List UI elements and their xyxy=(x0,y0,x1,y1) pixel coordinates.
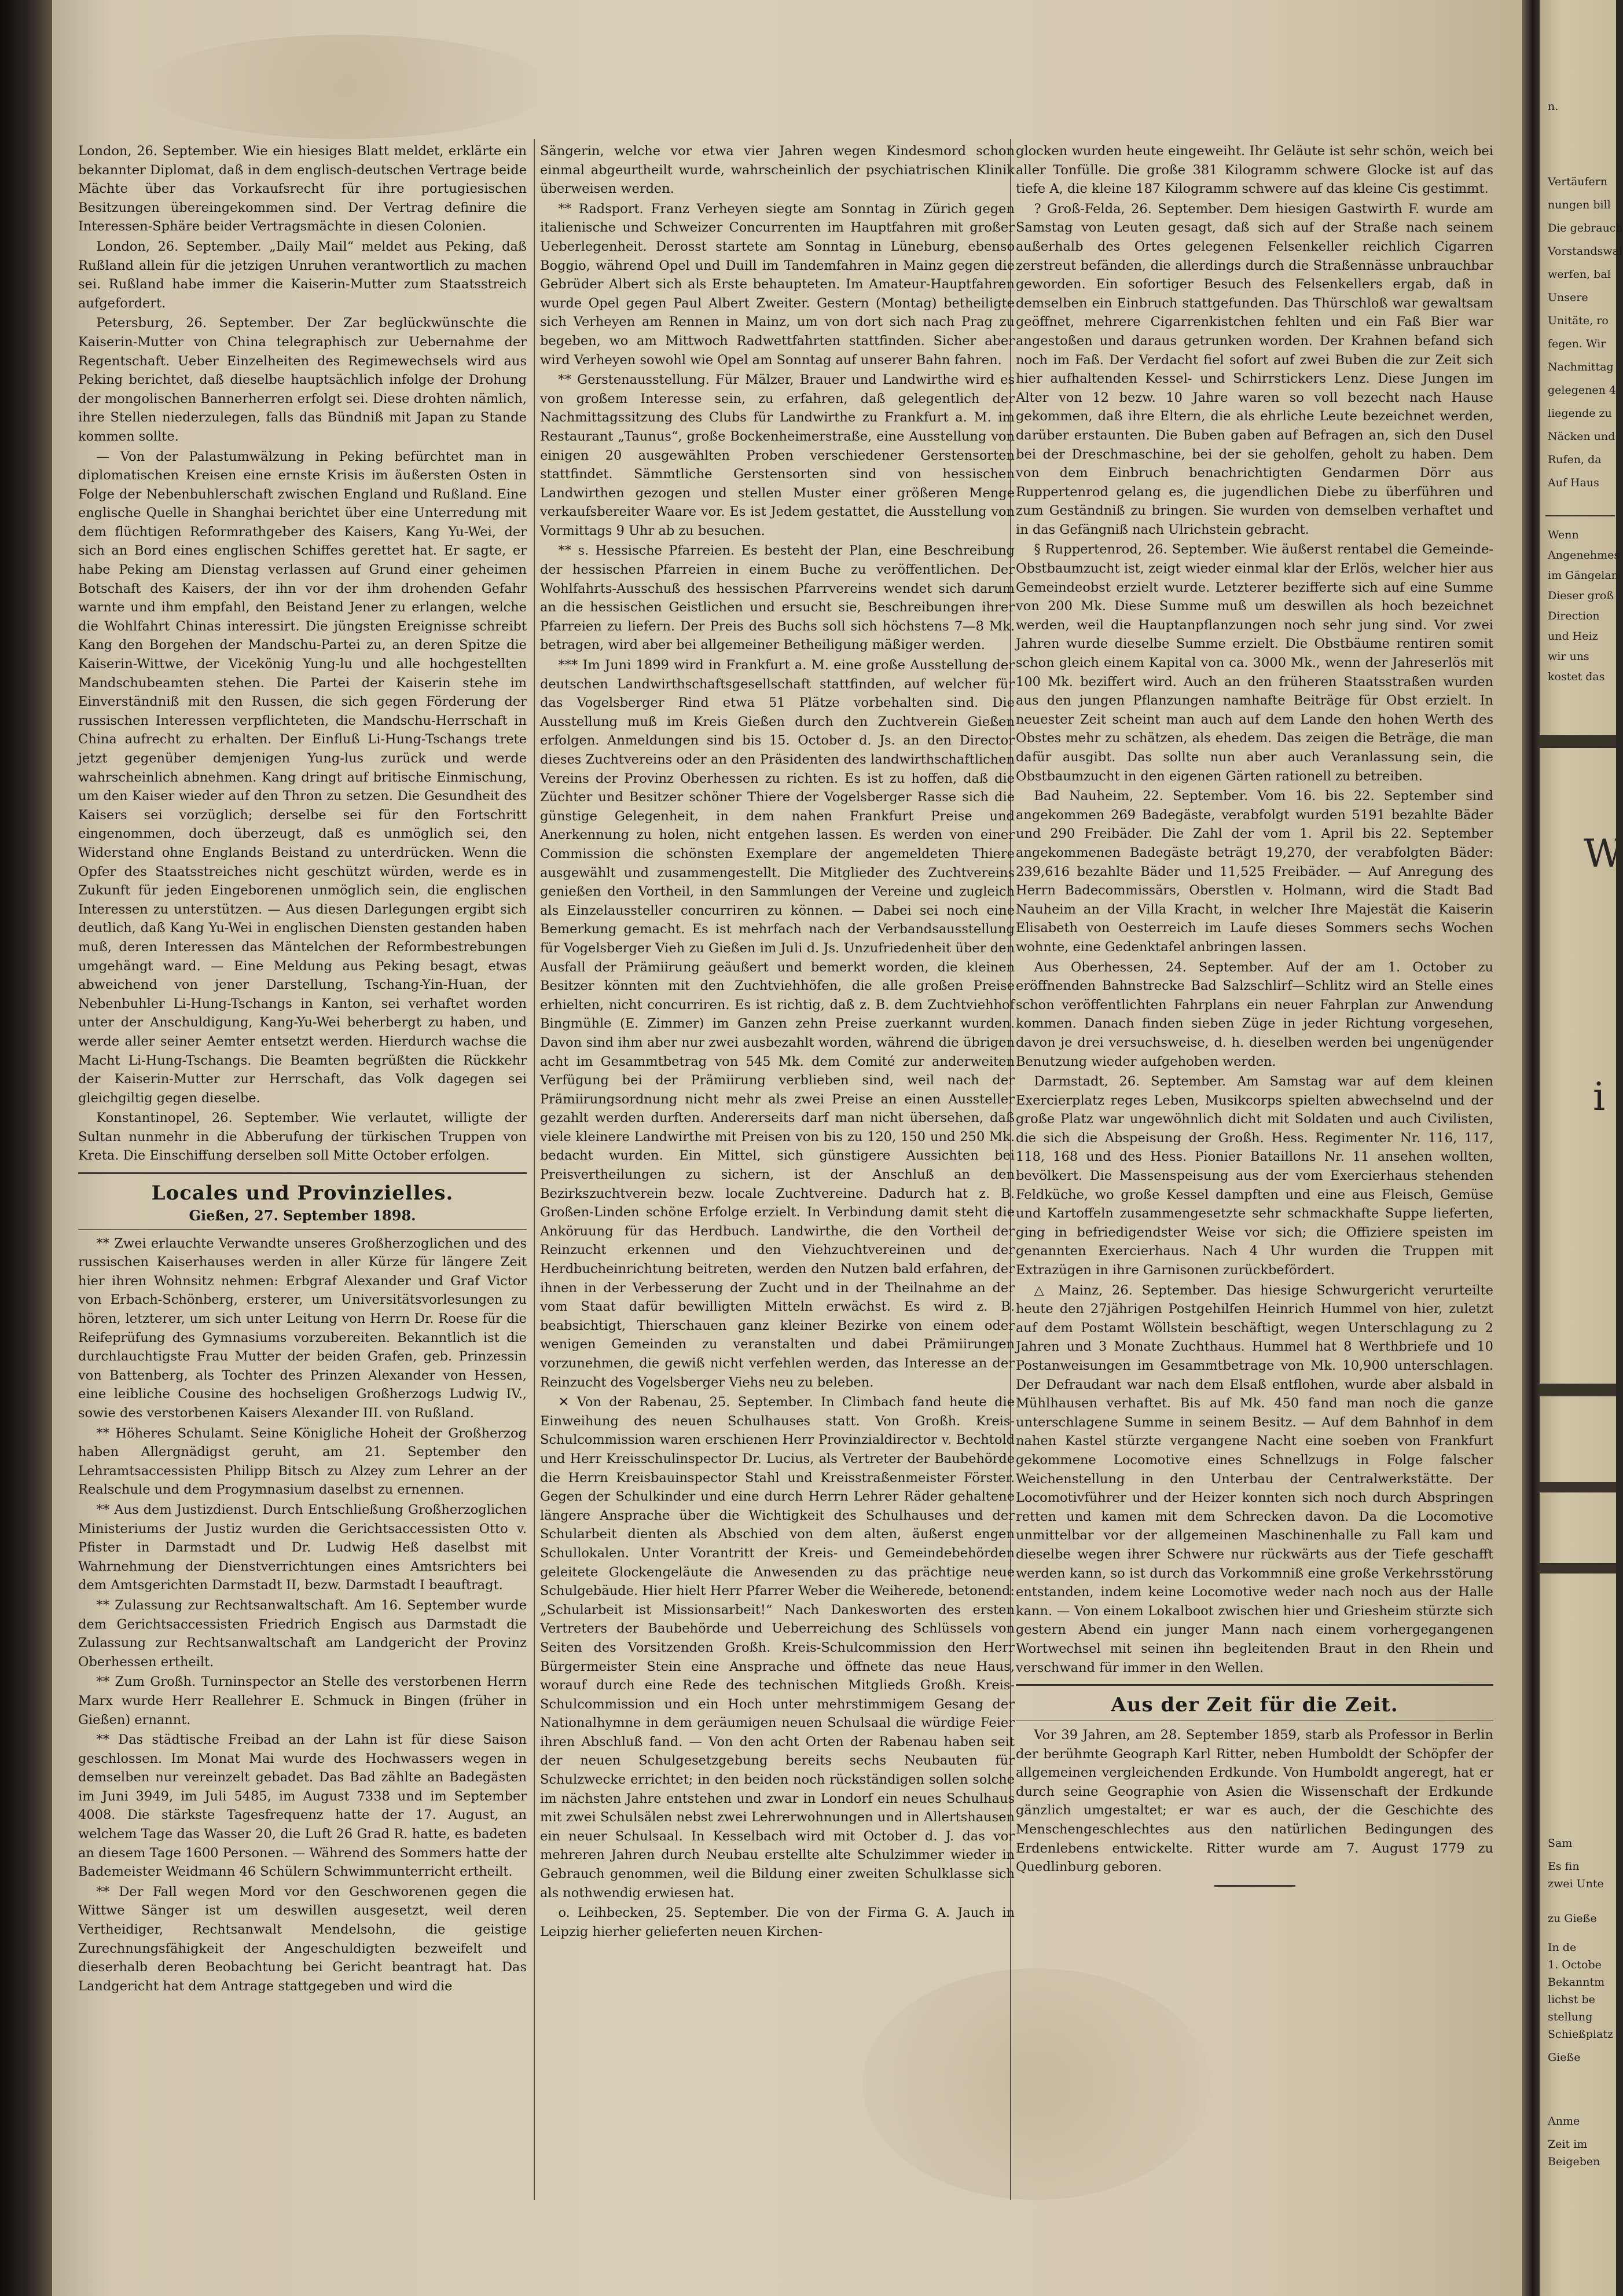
strip-line: Zeit im xyxy=(1548,2138,1588,2151)
strip-line: Nachmittag xyxy=(1548,361,1614,373)
strip-rule xyxy=(1545,515,1615,516)
article-bad-nauheim: Bad Nauheim, 22. September. Vom 16. bis 22. September sind angekommen 269 Badegäste, verabfolgt wurden 5191 bezahlte Bäder und 290 Freibäder. Die Zahl der vom 1. April bis 22. September angekommenen Badegäste beträgt 19,270, der verabfolgten Bäder: 239,616 bezahlte Bäder und 11,525 Freibäder. — Auf Anregung des Herrn Badecommissärs, Oberstlen v. Holmann, wird die Stadt Bad Nauheim an der Villa Kracht, in welcher Ihre Majestät die Kaiserin Elisabeth von Oesterreich im Laufe dieses Sommers sechs Wochen wohnte, eine Gedenktafel anbringen lassen. xyxy=(1016,788,1493,955)
strip-line: werfen, bal xyxy=(1548,268,1611,281)
column-2 xyxy=(540,142,1015,1942)
strip-ad-border xyxy=(1540,1563,1616,1574)
section-divider xyxy=(78,1172,527,1174)
page-gutter xyxy=(1522,0,1540,2296)
strip-line: lichst be xyxy=(1548,1993,1595,2006)
strip-line: Es fin xyxy=(1548,1860,1580,1873)
strip-line: 1. Octobe xyxy=(1548,1958,1602,1971)
article-justizdienst: ** Aus dem Justizdienst. Durch Entschließung Großherzoglichen Ministeriums der Justiz wurden die Gerichtsaccessisten Otto v. Pfister in Darmstadt und Dr. Ludwig Heß daselbst mit Wahrnehmung der Dienstverrichtungen eines Amtsrichters bei dem Amtsgerichten Darmstadt II, bezw. Darmstadt I beauftragt. xyxy=(78,1502,527,1593)
strip-line: Vorstandswal xyxy=(1548,245,1623,258)
strip-ad-letter: W xyxy=(1584,831,1623,876)
strip-line: Angenehmes xyxy=(1548,549,1620,562)
column-3 xyxy=(1016,142,1493,1887)
column-rule-1 xyxy=(534,139,535,2200)
strip-line: liegende zu xyxy=(1548,407,1612,420)
article-pfarreien: ** s. Hessische Pfarreien. Es besteht der Plan, eine Beschreibung der hessischen Pfarreien in einem Buche zu veröffentlichen. Der Wohlfahrts-Ausschuß des hessischen Pfarrvereins wendet sich darum an die hessischen Geistlichen und ersucht sie, Beschreibungen ihrer Pfarreien zu liefern. Der Preis des Buchs soll sich höchstens 7—8 Mk. betragen, wird aber bei allgemeiner Betheiligung mäßiger werden. xyxy=(540,543,1015,653)
article-frankfurt-ausstellung: *** Im Juni 1899 wird in Frankfurt a. M. eine große Ausstellung der deutschen Landwirthschaftsgesellschaft stattfinden, auf welcher für das Vogelsberger Rind etwa 51 Plätze vorbehalten sind. Die Ausstellung muß im Kreis Gießen durch den Zuchtverein Gießen erfolgen. Anmeldungen sind bis 15. October d. Js. an den Director dieses Zuchtvereins oder an den Präsidenten des landwirthschaftlichen Vereins der Provinz Oberhessen zu richten. Es ist zu hoffen, daß die Züchter und Besitzer schöner Thiere der Vogelsberger Rasse sich die günstige Gelegenheit, in dem nahen Frankfurt Preise und Anerkennung zu holen, nicht entgehen lassen. Es werden von einer Commission die schönsten Exemplare der angemeldeten Thiere ausgewählt und zusammengestellt. Die Mitglieder des Zuchtvereins genießen den Vortheil, in den Sammlungen der Vereine und zugleich als Einzelaussteller concurriren zu können. — Dabei sei noch eine Bemerkung gemacht. Es ist mehrfach nach der Verbandsausstellung für Vogelsberger Vieh zu Gießen im Juli d. Js. Unzufriedenheit über den Ausfall der Prämiirung geäußert und bemerkt worden, die kleinen Besitzer könnten mit den Zuchtviehhöfen, die alle großen Preise erhielten, nicht concurriren. Es ist richtig, daß z. B. dem Zuchtviehhof Bingmühle (E. Zimmer) im Ganzen zehn Preise zuerkannt wurden. Davon sind ihm aber nur zwei ausbezahlt worden, während die übrigen acht im Gesammtbetrag von 545 Mk. dem Comité zur anderweiten Verfügung bei der Prämiirung verblieben sind, weil nach der Prämiirungsordnung nicht mehr als zwei Preise an einen Aussteller gezahlt werden durften. Andererseits darf man nicht übersehen, daß viele kleinere Landwirthe mit Preisen von bis zu 120, 150 und 250 Mk. bedacht wurden. Ein Mittel, sich günstigere Aussichten bei Preisvertheilungen zu sichern, ist der Anschluß an den Bezirkszuchtverein bezw. locale Zuchtvereine. Dadurch hat z. B. Großen-Linden schöne Erfolge erzielt. In Verbindung damit steht die Anköruung für das Herdbuch. Landwirthe, die den Vortheil der Reinzucht erkennen und den Viehzuchtvereinen und der Herdbucheinrichtung beitreten, werden den Nutzen bald erfahren, der ihnen in der Verbesserung der Zucht und in der Theilnahme an der vom Staat dafür bewilligten Mitteln erwächst. Es wird z. B. beabsichtigt, Thierschauen ganz kleiner Bezirke von einem oder wenigen Gemeinden zu veranstalten und dabei Prämiirungen vorzunehmen, die gewiß nicht verfehlen werden, das Interesse an der Reinzucht des Vogelsberger Viehs neu zu beleben. xyxy=(540,658,1015,1390)
strip-line: n. xyxy=(1548,100,1559,113)
article-london-1: London, 26. September. Wie ein hiesiges Blatt meldet, erklärte ein bekannter Diplomat, daß in dem englisch-deutschen Vertrage beide Mächte über das Vorkaufsrecht für ihre portugiesischen Besitzungen übereingekommen sind. Der Vertrag definire die Interessen-Sphäre beider Vertragsmächte in diesen Colonien. xyxy=(78,144,527,234)
section-dateline-giessen: Gießen, 27. September 1898. xyxy=(189,1207,416,1224)
article-gerstenausstellung: ** Gerstenausstellung. Für Mälzer, Brauer und Landwirthe wird es von großem Interesse sein, zu erfahren, daß gelegentlich der Nachmittagssitzung des Clubs für Landwirthe zu Frankfurt a. M. im Restaurant „Taunus“, große Bockenheimerstraße, eine Ausstellung von einigen 20 ausgewählten Proben verschiedener Gerstensorten stattfindet. Sämmtliche Gerstensorten sind von hessischen Landwirthen gezogen und stellen Muster einer größeren Menge verkaufsbereiter Waare vor. Es ist Jedem gestattet, die Ausstellung von Vormittags 9 Uhr ab zu besuchen. xyxy=(540,372,1015,538)
strip-line: nungen bill xyxy=(1548,199,1611,211)
strip-line: Anme xyxy=(1548,2115,1580,2128)
section-title-locales: Locales und Provinzielles. xyxy=(151,1182,454,1205)
strip-ad-border xyxy=(1540,735,1616,748)
strip-line: fegen. Wir xyxy=(1548,338,1606,350)
article-glocken-cont: glocken wurden heute eingeweiht. Ihr Geläute ist sehr schön, weich bei aller Tonfülle. Die große 381 Kilogramm schwere Glocke ist auf das tiefe A, die kleine 187 Kilogramm schwere auf das kleine Cis gestimmt. xyxy=(1016,144,1493,197)
article-london-2: London, 26. September. „Daily Mail“ meldet aus Peking, daß Rußland allein für die jetzigen Unruhen verantwortlich zu machen sei. Rußland habe immer die Kaiserin-Mutter zum Staatsstreich aufgefordert. xyxy=(78,239,527,311)
strip-line: zu Gieße xyxy=(1548,1912,1597,1925)
article-mordfall-cont: Sängerin, welche vor etwa vier Jahren wegen Kindesmord schon einmal abgeurtheilt wurde, wahrscheinlich der psychiatrischen Klinik überweisen werden. xyxy=(540,144,1015,197)
strip-ad-letter: i xyxy=(1593,1074,1606,1119)
article-ritter: Vor 39 Jahren, am 28. September 1859, starb als Professor in Berlin der berühmte Geograph Karl Ritter, neben Humboldt der Schöpfer der allgemeinen vergleichenden Erdkunde. Von Humboldt angeregt, hat er durch seine Geographie von Asien die Wissenschaft der Erdkunde gänzlich umgestaltet; er war es auch, der die Geschichte des Menschengeschlechtes aus den natürlichen Bedingungen des Erdenlebens entwickelte. Ritter wurde am 7. August 1779 zu Quedlinburg geboren. xyxy=(1016,1727,1493,1875)
column-1 xyxy=(78,142,527,1997)
article-konstantinopel: Konstantinopel, 26. September. Wie verlautet, willigte der Sultan nunmehr in die Abberufung der türkischen Truppen von Kreta. Die Einschiffung derselben soll Mitte October erfolgen. xyxy=(78,1110,527,1164)
strip-line: stellung xyxy=(1548,2011,1593,2023)
strip-line: wir uns xyxy=(1548,650,1589,663)
article-gross-felda: ? Groß-Felda, 26. September. Dem hiesigen Gastwirth F. wurde am Samstag von Leuten gesagt, daß sich auf der Straße nach seinem außerhalb des Ortes gelegenen Felsenkeller reichlich Cigarren zerstreut befänden, die allerdings durch die Straßennässe unbrauchbar geworden. Ein sofortiger Besuch des Felsenkellers ergab, daß in demselben ein Einbruch stattgefunden. Das Thürschloß war gewaltsam geöffnet, mehrere Cigarrenkistchen fehlten und ein Faß Bier war angestoßen und daraus getrunken worden. Der Krahnen befand sich noch im Faß. Der Verdacht fiel sofort auf zwei Buben die zur Zeit sich hier aufhaltenden Kessel- und Schirrstickers Lenz. Diese Jungen im Alter von 12 bezw. 10 Jahre waren so voll bezecht nach Hause gekommen, daß ihre Eltern, die als ehrliche Leute bezeichnet werden, darüber erstaunten. Die Buben gaben auf Befragen an, sich den Dusel bei der Dreschmaschine, bei der sie geholfen, geholt zu haben. Dem von dem Einbruch benachrichtigten Gendarmen Dörr aus Ruppertenrod gelang es, die jugendlichen Diebe zu überführen und zum Geständniß zu bringen. Sie wurden von demselben verhaftet und in das Gefängniß nach Ulrichstein gebracht. xyxy=(1016,201,1493,537)
article-darmstadt: Darmstadt, 26. September. Am Samstag war auf dem kleinen Exercierplatz reges Leben, Musikcorps spielten abwechselnd und der große Platz war ungewöhnlich dicht mit Soldaten und auch Civilisten, die sich die Abspeisung der Großh. Hess. Regimenter Nr. 116, 117, 118, 168 und des Hess. Pionier Bataillons Nr. 11 ansehen wollten, bevölkert. Die Massenspeisung aus der vom Exercierhaus stehenden Feldküche, wo große Kessel dampften und eine aus Fleisch, Gemüse und Kartoffeln zusammengesetzte sehr schmackhafte Suppe lieferten, ging in befriedigendster Weise vor sich; die Offiziere speisten im genannten Exercierhaus. Nach 4 Uhr wurden die Truppen mit Extrazügen in ihre Garnisonen zurückbefördert. xyxy=(1016,1074,1493,1278)
article-ruppertenrod: § Ruppertenrod, 26. September. Wie äußerst rentabel die Gemeinde-Obstbaumzucht ist, zeigt wieder einmal klar der Erlös, welcher hier aus Gemeindeobst erzielt wurde. Letzterer bezifferte sich auf eine Summe von 200 Mk. Diese Summe muß um deswillen als hoch bezeichnet werden, weil die Hauptanpflanzungen noch sehr jung sind. Vor zwei Jahren wurde dieselbe Summe erzielt. Die Obstbäume rentiren somit schon gleich einem Kapital von ca. 3000 Mk., wenn der Jahreserlös mit 100 Mk. beziffert wird. Auch an den früheren Staatsstraßen wurden aus den jungen Pflanzungen namhafte Beiträge für Obst erzielt. In neuester Zeit scheint man auch auf dem Lande den hohen Werth des Obstes mehr zu schätzen, als ehedem. Das zeigen die Beträge, die man dafür ausgibt. Das sollte nun aber auch Veranlassung sein, die Obstbaumzucht in den eigenen Gärten rationell zu betreiben. xyxy=(1016,542,1493,784)
strip-line: Unitäte, ro xyxy=(1548,314,1609,327)
strip-line: Unsere xyxy=(1548,291,1588,304)
article-rabenau: ✕ Von der Rabenau, 25. September. In Climbach fand heute die Einweihung des neuen Schulhauses statt. Von Großh. Kreis-Schulcommission waren erschienen Herr Provinzialdirector v. Bechtold und Herr Kreisschulinspector Dr. Lucius, als Vertreter der Baubehörde die Herrn Kreisbauinspector Stahl und Kreisstraßenmeister Förster. Gegen der Schulkinder und eine durch Herrn Lehrer Räder gehaltene längere Ansprache über die Wichtigkeit des Schulhauses und der Schularbeit dienten als Abschied von dem alten, äußerst engen Schullokalen. Unter Vorantritt der Kreis- und Gemeindebehörden geleitete Glockengeläute die Anwesenden zu das prächtige neue Schulgebäude. Hier hielt Herr Pfarrer Weber die Weiherede, betonend: „Schularbeit ist Missionsarbeit!“ Nach Dankesworten des ersten Vertreters der Baubehörde und Ueberreichung des Schlüssels von Seiten des Vorsitzenden Großh. Kreis-Schulcommission den Herr Bürgermeister Stein eine Ansprache und öffnete das neue Haus, worauf durch eine Rede des technischen Mitglieds Großh. Kreis-Schulcommission und ein Hoch unter mehrstimmigem Gesang der Nationalhymne in dem geräumigen neuen Schulsaal die würdige Feier ihren Abschluß fand. — Von den acht Orten der Rabenau haben seit der neuen Schulgesetzgebung bereits sechs Neubauten für Schulzwecke errichtet; in den beiden noch rückständigen sollen solche im nächsten Jahre entstehen und zwar in Londorf ein neues Schulhaus mit zwei Schulsälen nebst zwei Lehrerwohnungen und in Allertshausen ein neuer Schulsaal. In Kesselbach wird mit October d. J. das vor mehreren Jahren durch Neubau erstellte alte Schulzimmer wieder in Gebrauch genommen, weil die Bildung einer zweiten Schulklasse sich als nothwendig erwiesen hat. xyxy=(540,1395,1015,1901)
article-mainz: △ Mainz, 26. September. Das hiesige Schwurgericht verurteilte heute den 27jährigen Postgehilfen Heinrich Hummel von hier, zuletzt auf dem Postamt Wöllstein beschäftigt, wegen Unterschlagung zu 2 Jahren und 3 Monate Zuchthaus. Hummel hat 8 Werthbriefe und 10 Postanweisungen im Gesammtbetrage von Mk. 10,900 unterschlagen. Der Defraudant war nach dem Elsaß entflohen, wurde aber alsbald in Mühlhausen verhaftet. Bis auf Mk. 450 fand man noch die ganze unterschlagene Summe in seinem Besitz. — Auf dem Bahnhof in dem nahen Kastel stürzte vergangene Nacht eine soeben von Frankfurt gekommene Locomotive eines Schnellzugs in Folge falscher Weichenstellung in den Unterbau der Centralwerkstätte. Der Locomotivführer und der Heizer konnten sich noch durch Abspringen retten und kamen mit dem Schrecken davon. Da die Locomotive unmittelbar vor der allgemeinen Maschinenhalle zu Fall kam und dieselbe wegen ihrer Schwere nur rückwärts aus der Tiefe geschafft werden kann, so ist durch das Vorkommniß eine große Verkehrsstörung entstanden, indem keine Locomotive weder nach noch aus der Halle kann. — Von einem Lokalboot zwischen hier und Griesheim stürzte sich gestern Abend ein junger Mann nach einem vorhergegangenen Wortwechsel mit seinen ihn begleitenden Braut in den Rhein und verschwand für immer in den Wellen. xyxy=(1016,1282,1493,1675)
strip-line: im Gängelan xyxy=(1548,569,1618,582)
strip-line: Schießplatz xyxy=(1548,2028,1614,2041)
strip-line: Sam xyxy=(1548,1837,1573,1850)
strip-line: gelegenen 4 xyxy=(1548,384,1616,397)
article-turninspector: ** Zum Großh. Turninspector an Stelle des verstorbenen Herrn Marx wurde Herr Reallehrer E. Schmuck in Bingen (früher in Gießen) ernannt. xyxy=(78,1674,527,1727)
strip-line: kostet das xyxy=(1548,670,1605,683)
strip-line: und Heiz xyxy=(1548,630,1598,643)
binding-shadow xyxy=(0,0,52,2296)
section-divider-2 xyxy=(1016,1684,1493,1686)
article-peking: — Von der Palastumwälzung in Peking befürchtet man in diplomatischen Kreisen eine ernste Krisis im äußersten Osten in Folge der Nebenbuhlerschaft zwischen England und Rußland. Eine englische Quelle in Shanghai berichtet über eine Unterredung mit dem flüchtigen Reformrathgeber des Kaisers, Kang Yu-Wei, der sich an Bord eines englischen Schiffes gerettet hat. Er sagte, er habe Peking am Dienstag verlassen auf Grund einer geheimen Botschaft des Kaisers, der ihn vor der ihm drohenden Gefahr warnte und ihm empfahl, den Beistand Jener zu erlangen, welche die Wohlfahrt Chinas interessirt. Die jüngsten Ereignisse schreibt Kang den Borgehen der Mandschu-Partei zu, an deren Spitze die Kaiserin-Wittwe, der Vicekönig Yung-lu und alle hochgestellten Mandschubeamten stehen. Die Partei der Kaiserin stehe im Einverständniß mit den Russen, die sich gegen Förderung der russischen Interessen verpflichteten, die Mandschu-Herrschaft in China aufrecht zu erhalten. Der Einfluß Li-Hung-Tschangs trete jetzt gegenüber demjenigen Yung-lus zurück und werde wahrscheinlich abnehmen. Kang dringt auf britische Einmischung, um den Kaiser wieder auf den Thron zu setzen. Die Gesundheit des Kaisers sei vorzüglich; derselbe sei für den Fortschritt eingenommen, doch überzeugt, daß es unmöglich sei, den Widerstand ohne Englands Beistand zu unterdrücken. Wenn die Opfer des Staatsstreiches nicht geschützt würden, werde es in Zukunft für jeden Eingeborenen unmöglich sein, die englischen Interessen zu unterstützen. — Aus diesen Darlegungen ergibt sich deutlich, daß Kang Yu-Wei in englischen Diensten gestanden haben muß, deren Interessen das Mäntelchen der Reformbestrebungen umgehängt ward. — Eine Meldung aus Peking besagt, etwas abweichend von jener Darstellung, Tschang-Yin-Huan, der Nebenbuhler Li-Hung-Tschangs in Kanton, sei verhaftet worden unter der Anschuldigung, Kang-Yu-Wei beherbergt zu haben, und werde aller seiner Aemter entsetzt werden. Hierdurch wachse die Macht Li-Hung-Tschangs. Die Beamten begrüßten die Rückkehr der Kaiserin-Mutter zur Herrschaft, das Volk dagegen sei gleichgiltig gegen dieselbe. xyxy=(78,449,527,1106)
article-petersburg: Petersburg, 26. September. Der Zar beglückwünschte die Kaiserin-Mutter von China telegraphisch zur Uebernahme der Regentschaft. Ueber Einzelheiten des Regimewechsels wird aus Peking berichtet, daß dieselbe hauptsächlich infolge der Drohung der mongolischen Bannerherren erfolgt sei. Diese drohten nämlich, ihre Stellen niederzulegen, falls das Bündniß mit Japan zu Stande kommen sollte. xyxy=(78,316,527,444)
article-freibad: ** Das städtische Freibad an der Lahn ist für diese Saison geschlossen. Im Monat Mai wurde des Hochwassers wegen in demselben nur vereinzelt gebadet. Das Bad zählte an Badegästen im Juni 3949, im Juli 5485, im August 7338 und im September 4008. Die stärkste Tagesfrequenz hatte der 17. August, an welchem Tage das Wasser 20, die Luft 26 Grad R. hatte, es badeten an diesem Tage 1600 Personen. — Während des Sommers hatte der Bademeister Weidmann 46 Schülern Schwimmunterricht ertheilt. xyxy=(78,1732,527,1880)
strip-line: Beigeben xyxy=(1548,2155,1600,2168)
strip-line: Näcken und xyxy=(1548,430,1615,443)
strip-line: Auf Haus xyxy=(1548,476,1599,489)
section-subrule xyxy=(78,1229,527,1230)
section-title-zeit: Aus der Zeit für die Zeit. xyxy=(1111,1693,1398,1717)
article-mordfall: ** Der Fall wegen Mord vor den Geschworenen gegen die Wittwe Sänger ist um deswillen ausgesetzt, weil deren Vertheidiger, Rechtsanwalt Mendelsohn, die geistige Zurechnungsfähigkeit der Angeschuldigten bezweifelt und dieserhalb deren Beobachtung bei Gericht beantragt hat. Das Landgericht hat dem Antrage stattgegeben und wird die xyxy=(78,1884,527,1994)
next-page-strip xyxy=(1540,0,1623,2296)
strip-line: Wenn xyxy=(1548,529,1579,541)
strip-line: Gieße xyxy=(1548,2051,1581,2064)
end-rule xyxy=(1214,1885,1295,1887)
strip-line: Die gebrauch xyxy=(1548,222,1623,234)
article-erbach: ** Zwei erlauchte Verwandte unseres Großherzoglichen und des russischen Kaiserhauses werden in aller Kürze für längere Zeit hier ihren Wohnsitz nehmen: Erbgraf Alexander und Graf Victor von Erbach-Schönberg, ersterer, um Universitätsvorlesungen zu hören, letzterer, um sich unter Leitung von Herrn Dr. Roese für die Reifeprüfung des Gymnasiums vorzubereiten. Bekanntlich ist die durchlauchtigste Frau Mutter der beiden Grafen, geb. Prinzessin von Battenberg, als Tochter des Prinzen Alexander von Hessen, eine leibliche Cousine des hochseligen Großherzogs Ludwig IV., sowie des verstorbenen Kaisers Alexander III. von Rußland. xyxy=(78,1235,527,1421)
strip-line: Dieser groß xyxy=(1548,589,1614,602)
strip-line: In de xyxy=(1548,1941,1577,1954)
strip-ad-border xyxy=(1540,1384,1616,1396)
article-rechtsanwaltschaft: ** Zulassung zur Rechtsanwaltschaft. Am 16. September wurde dem Gerichtsaccessisten Friedrich Engisch aus Darmstadt die Zulassung zur Rechtsanwaltschaft am Landgericht der Provinz Oberhessen ertheilt. xyxy=(78,1597,527,1670)
strip-ad-border xyxy=(1540,1482,1616,1492)
article-oberhessen: Aus Oberhessen, 24. September. Auf der am 1. October zu eröffnenden Bahnstrecke Bad Salzschlirf—Schlitz wird an Stelle eines schon veröffentlichten Fahrplans ein neuer Fahrplan zur Anwendung kommen. Danach finden sieben Züge in jeder Richtung vorgesehen, davon je drei versuchsweise, d. h. dieselben werden bei ungenügender Benutzung wieder aufgehoben werden. xyxy=(1016,959,1493,1069)
strip-line: Bekanntm xyxy=(1548,1976,1605,1989)
strip-line: Rufen, da xyxy=(1548,453,1602,466)
strip-line: Direction xyxy=(1548,610,1600,622)
strip-line: zwei Unte xyxy=(1548,1877,1604,1890)
article-radsport: ** Radsport. Franz Verheyen siegte am Sonntag in Zürich gegen italienische und Schweizer Concurrenten im Hauptfahren mit großer Ueberlegenheit. Derosst startete am Sonntag in Lüneburg, ebenso Boggio, während Opel und Duill im Tandemfahren in Mainz gegen die Gebrüder Albert sich als Erste behaupteten. Im Amateur-Hauptfahren wurde Opel gegen Paul Albert Zweiter. Gestern (Montag) betheiligte sich Verheyen am Rennen in Mainz, um von dort sich nach Prag zu begeben, wo am Mittwoch Radwettfahrten stattfinden. Sicher aber wird Verheyen sowohl wie Opel am Sonntag auf unserer Bahn fahren. xyxy=(540,201,1015,368)
strip-line: Vertäufern xyxy=(1548,175,1608,188)
article-leihbecken: o. Leihbecken, 25. September. Die von der Firma G. A. Jauch in Leipzig hierher gelieferten neuen Kirchen- xyxy=(540,1905,1015,1939)
article-schulamt: ** Höheres Schulamt. Seine Königliche Hoheit der Großherzog haben Allergnädigst geruht, am 21. September den Lehramtsaccessisten Philipp Bitsch zu Alzey zum Lehrer an der Realschule und dem Progymnasium daselbst zu ernennen. xyxy=(78,1425,527,1498)
